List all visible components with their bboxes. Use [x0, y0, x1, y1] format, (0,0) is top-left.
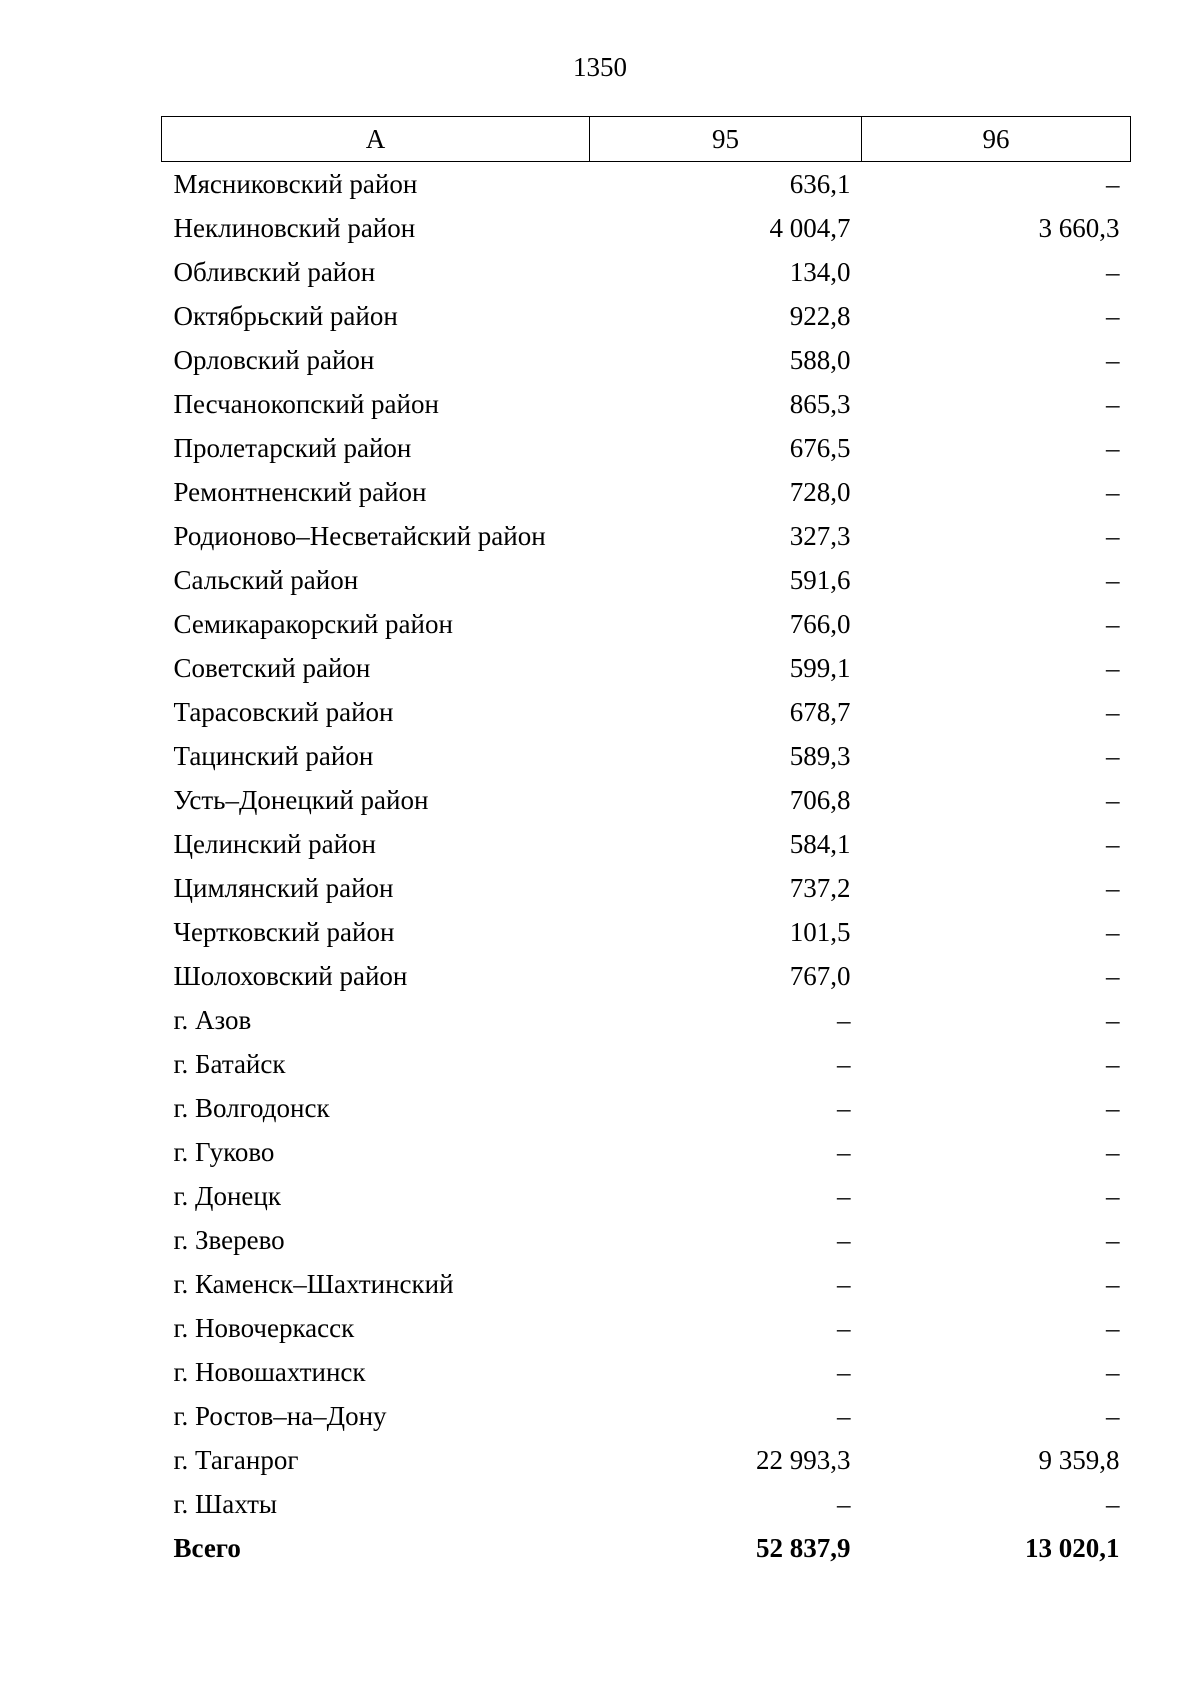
table-row	[162, 1350, 1131, 1394]
table-row	[162, 470, 1131, 514]
row-name: Целинский район	[173, 829, 376, 859]
table-row	[162, 954, 1131, 998]
page-number: 1350	[573, 52, 627, 82]
row-value-95: 101,5	[789, 917, 851, 947]
total-label: Всего	[173, 1533, 241, 1563]
row-value-95: 599,1	[789, 653, 851, 683]
row-value-95: –	[837, 1313, 851, 1343]
row-value-95: –	[837, 1137, 851, 1167]
row-value-95: 737,2	[789, 873, 851, 903]
table-row	[162, 250, 1131, 294]
row-value-95: 676,5	[789, 433, 851, 463]
row-value-96: –	[1106, 697, 1120, 727]
row-name: Усть–Донецкий район	[173, 785, 429, 815]
table-row	[162, 1174, 1131, 1218]
row-value-95: –	[837, 1049, 851, 1079]
row-name: г. Волгодонск	[173, 1093, 330, 1123]
table-row	[162, 1086, 1131, 1130]
row-value-95: 766,0	[789, 609, 851, 639]
row-value-96: –	[1106, 1269, 1120, 1299]
row-name: г. Азов	[173, 1005, 252, 1035]
table-row	[162, 558, 1131, 602]
row-name: г. Каменск–Шахтинский	[173, 1269, 454, 1299]
row-name: Чертковский район	[173, 917, 395, 947]
table-row	[162, 206, 1131, 250]
table-row	[162, 162, 1131, 207]
row-name: г. Шахты	[173, 1489, 278, 1519]
row-name: Тарасовский район	[173, 697, 394, 727]
table-row	[162, 690, 1131, 734]
table-row	[162, 1262, 1131, 1306]
row-name: г. Зверево	[173, 1225, 285, 1255]
row-value-95: –	[837, 1269, 851, 1299]
row-value-96: 9 359,8	[1038, 1445, 1120, 1475]
row-name: Шолоховский район	[173, 961, 408, 991]
row-value-95: 636,1	[789, 169, 851, 199]
row-value-95: 589,3	[789, 741, 851, 771]
row-name: Октябрьский район	[173, 301, 398, 331]
row-name: Семикаракорский район	[173, 609, 453, 639]
row-value-95: 678,7	[789, 697, 851, 727]
row-value-96: –	[1106, 565, 1120, 595]
row-name: Обливский район	[173, 257, 376, 287]
row-value-95: 327,3	[789, 521, 851, 551]
table-row	[162, 514, 1131, 558]
row-name: Пролетарский район	[173, 433, 412, 463]
row-value-95: –	[837, 1093, 851, 1123]
table-row	[162, 1218, 1131, 1262]
table-row	[162, 998, 1131, 1042]
row-value-95: –	[837, 1181, 851, 1211]
row-name: Родионово–Несветайский район	[173, 521, 546, 551]
table-row	[162, 602, 1131, 646]
table-row	[162, 1130, 1131, 1174]
budget-table	[161, 116, 1131, 1570]
row-value-96: –	[1106, 1357, 1120, 1387]
row-value-95: 922,8	[789, 301, 851, 331]
header-cell-name: А	[162, 117, 590, 162]
row-value-96: –	[1106, 961, 1120, 991]
table-body	[162, 162, 1131, 1571]
row-value-95: –	[837, 1489, 851, 1519]
row-value-96: –	[1106, 609, 1120, 639]
row-value-96: –	[1106, 1093, 1120, 1123]
table-row	[162, 822, 1131, 866]
row-value-96: –	[1106, 345, 1120, 375]
table-row	[162, 1306, 1131, 1350]
row-value-96: –	[1106, 785, 1120, 815]
header-row	[162, 117, 1131, 162]
row-name: Орловский район	[173, 345, 375, 375]
table-row	[162, 426, 1131, 470]
total-value-96: 13 020,1	[1025, 1533, 1120, 1563]
row-value-95: 588,0	[789, 345, 851, 375]
row-value-96: –	[1106, 1225, 1120, 1255]
table-row	[162, 778, 1131, 822]
row-value-96: –	[1106, 1137, 1120, 1167]
row-value-95: –	[837, 1357, 851, 1387]
row-value-95: 728,0	[789, 477, 851, 507]
row-value-96: –	[1106, 1401, 1120, 1431]
row-value-95: –	[837, 1401, 851, 1431]
header-cell-95: 95	[590, 117, 862, 162]
row-value-95: –	[837, 1005, 851, 1035]
row-name: г. Батайск	[173, 1049, 286, 1079]
row-value-96: –	[1106, 433, 1120, 463]
row-name: г. Новошахтинск	[173, 1357, 366, 1387]
row-name: Ремонтненский район	[173, 477, 427, 507]
table-row	[162, 338, 1131, 382]
row-name: Сальский район	[173, 565, 359, 595]
row-value-95: 22 993,3	[756, 1445, 851, 1475]
table-row	[162, 1394, 1131, 1438]
table-row	[162, 734, 1131, 778]
row-value-96: –	[1106, 477, 1120, 507]
table-row	[162, 294, 1131, 338]
row-name: г. Таганрог	[173, 1445, 299, 1475]
row-name: г. Ростов–на–Дону	[173, 1401, 387, 1431]
row-value-95: 591,6	[789, 565, 851, 595]
row-value-96: 3 660,3	[1038, 213, 1120, 243]
row-value-96: –	[1106, 389, 1120, 419]
table-row	[162, 1482, 1131, 1526]
row-name: г. Донецк	[173, 1181, 281, 1211]
row-value-95: 584,1	[789, 829, 851, 859]
row-value-96: –	[1106, 653, 1120, 683]
row-value-96: –	[1106, 257, 1120, 287]
row-value-95: 767,0	[789, 961, 851, 991]
row-value-96: –	[1106, 917, 1120, 947]
table-row	[162, 1438, 1131, 1482]
row-value-95: 134,0	[789, 257, 851, 287]
row-value-95: 865,3	[789, 389, 851, 419]
total-value-95: 52 837,9	[756, 1533, 851, 1563]
row-name: Мясниковский район	[173, 169, 418, 199]
row-value-95: –	[837, 1225, 851, 1255]
table-row	[162, 910, 1131, 954]
row-value-95: 706,8	[789, 785, 851, 815]
row-name: Тацинский район	[173, 741, 374, 771]
row-name: г. Гуково	[173, 1137, 275, 1167]
row-value-96: –	[1106, 521, 1120, 551]
table-row	[162, 866, 1131, 910]
row-value-95: 4 004,7	[769, 213, 851, 243]
row-name: Цимлянский район	[173, 873, 394, 903]
table-row	[162, 646, 1131, 690]
row-value-96: –	[1106, 741, 1120, 771]
row-value-96: –	[1106, 1005, 1120, 1035]
budget-table-container	[161, 116, 1130, 1570]
row-value-96: –	[1106, 1489, 1120, 1519]
row-value-96: –	[1106, 301, 1120, 331]
row-value-96: –	[1106, 829, 1120, 859]
table-row	[162, 1042, 1131, 1086]
table-row	[162, 382, 1131, 426]
row-value-96: –	[1106, 1181, 1120, 1211]
row-name: г. Новочеркасск	[173, 1313, 355, 1343]
header-cell-96: 96	[862, 117, 1131, 162]
total-row	[162, 1526, 1131, 1570]
row-value-96: –	[1106, 1049, 1120, 1079]
row-value-96: –	[1106, 169, 1120, 199]
row-value-96: –	[1106, 873, 1120, 903]
row-value-96: –	[1106, 1313, 1120, 1343]
table-header	[162, 117, 1131, 162]
row-name: Советский район	[173, 653, 371, 683]
row-name: Песчанокопский район	[173, 389, 439, 419]
row-name: Неклиновский район	[173, 213, 416, 243]
